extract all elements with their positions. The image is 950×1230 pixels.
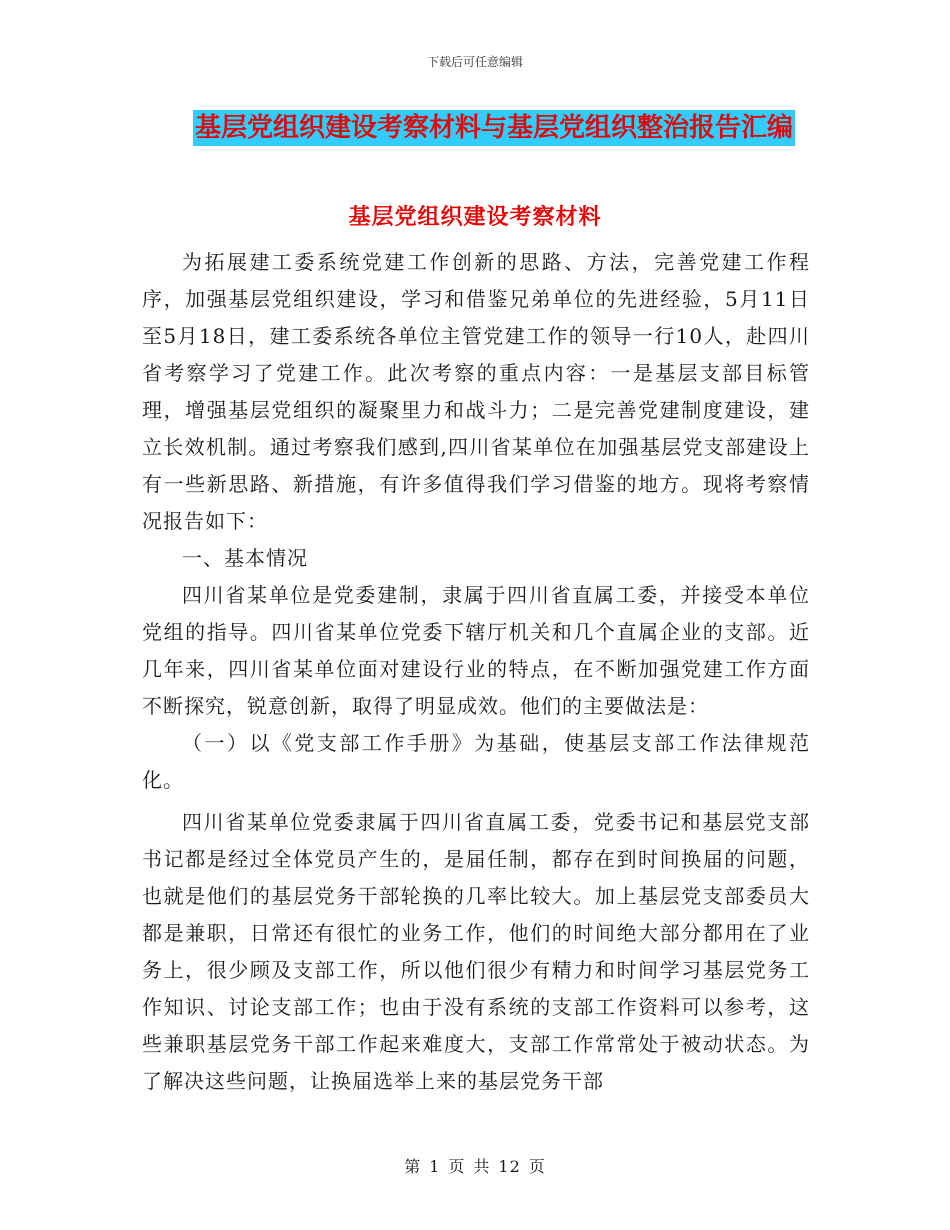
paragraph: 四川省某单位是党委建制，隶属于四川省直属工委，并接受本单位党组的指导。四川省某单位党委下辖厅机关和几个直属企业的支部。近几年来，四川省某单位面对建设行业的特点，在不断加强党建工作方面不断探究，锐意创新，取得了明显成效。他们的主要做法是： — [142, 583, 810, 718]
main-title: 基层党组织建设考察材料与基层党组织整治报告汇编 — [193, 110, 795, 146]
header-note: 下载后可任意编辑 — [426, 55, 523, 69]
page-label-prefix: 第 — [404, 1157, 422, 1176]
page-label-suffix: 页 — [528, 1157, 546, 1176]
page-footer — [0, 1154, 950, 1177]
sub-heading: （一）以《党支部工作手册》为基础，使基层支部工作法律规范化。 — [142, 731, 810, 792]
section-title: 基层党组织建设考察材料 — [348, 204, 602, 230]
page-total: 12 — [498, 1157, 521, 1176]
paragraph: 四川省某单位党委隶属于四川省直属工委，党委书记和基层党支部书记都是经过全体党员产生的，是届任制，都存在到时间换届的问题，也就是他们的基层党务干部轮换的几率比较大。加上基层党支部委员大都是兼职，日常还有很忙的业务工作，他们的时间绝大部分都用在了业务上，很少顾及支部工作，所以他们很少有精力和时间学习基层党务工作知识、讨论支部工作；也由于没有系统的支部工作资料可以参考，这些兼职基层党务干部工作起来难度大，支部工作常常处于被动状态。为了解决这些问题，让换届选举上来的基层党务干部 — [142, 810, 810, 1093]
document-body — [142, 244, 810, 1100]
page-label-mid: 页 — [448, 1157, 466, 1176]
page-total-prefix: 共 — [473, 1157, 491, 1176]
paragraph: 为拓展建工委系统党建工作创新的思路、方法，完善党建工作程序，加强基层党组织建设，学习和借鉴兄弟单位的先进经验，5月11日至5月18日，建工委系统各单位主管党建工作的领导一行10人，赴四川省考察学习了党建工作。此次考察的重点内容：一是基层支部目标管理，增强基层党组织的凝聚里力和战斗力；二是完善党建制度建设，建立长效机制。通过考察我们感到,四川省某单位在加强基层党支部建设上有一些新思路、新措施，有许多值得我们学习借鉴的地方。现将考察情况报告如下： — [142, 250, 810, 533]
page-current: 1 — [429, 1157, 441, 1176]
section-heading: 一、基本情况 — [182, 546, 308, 570]
